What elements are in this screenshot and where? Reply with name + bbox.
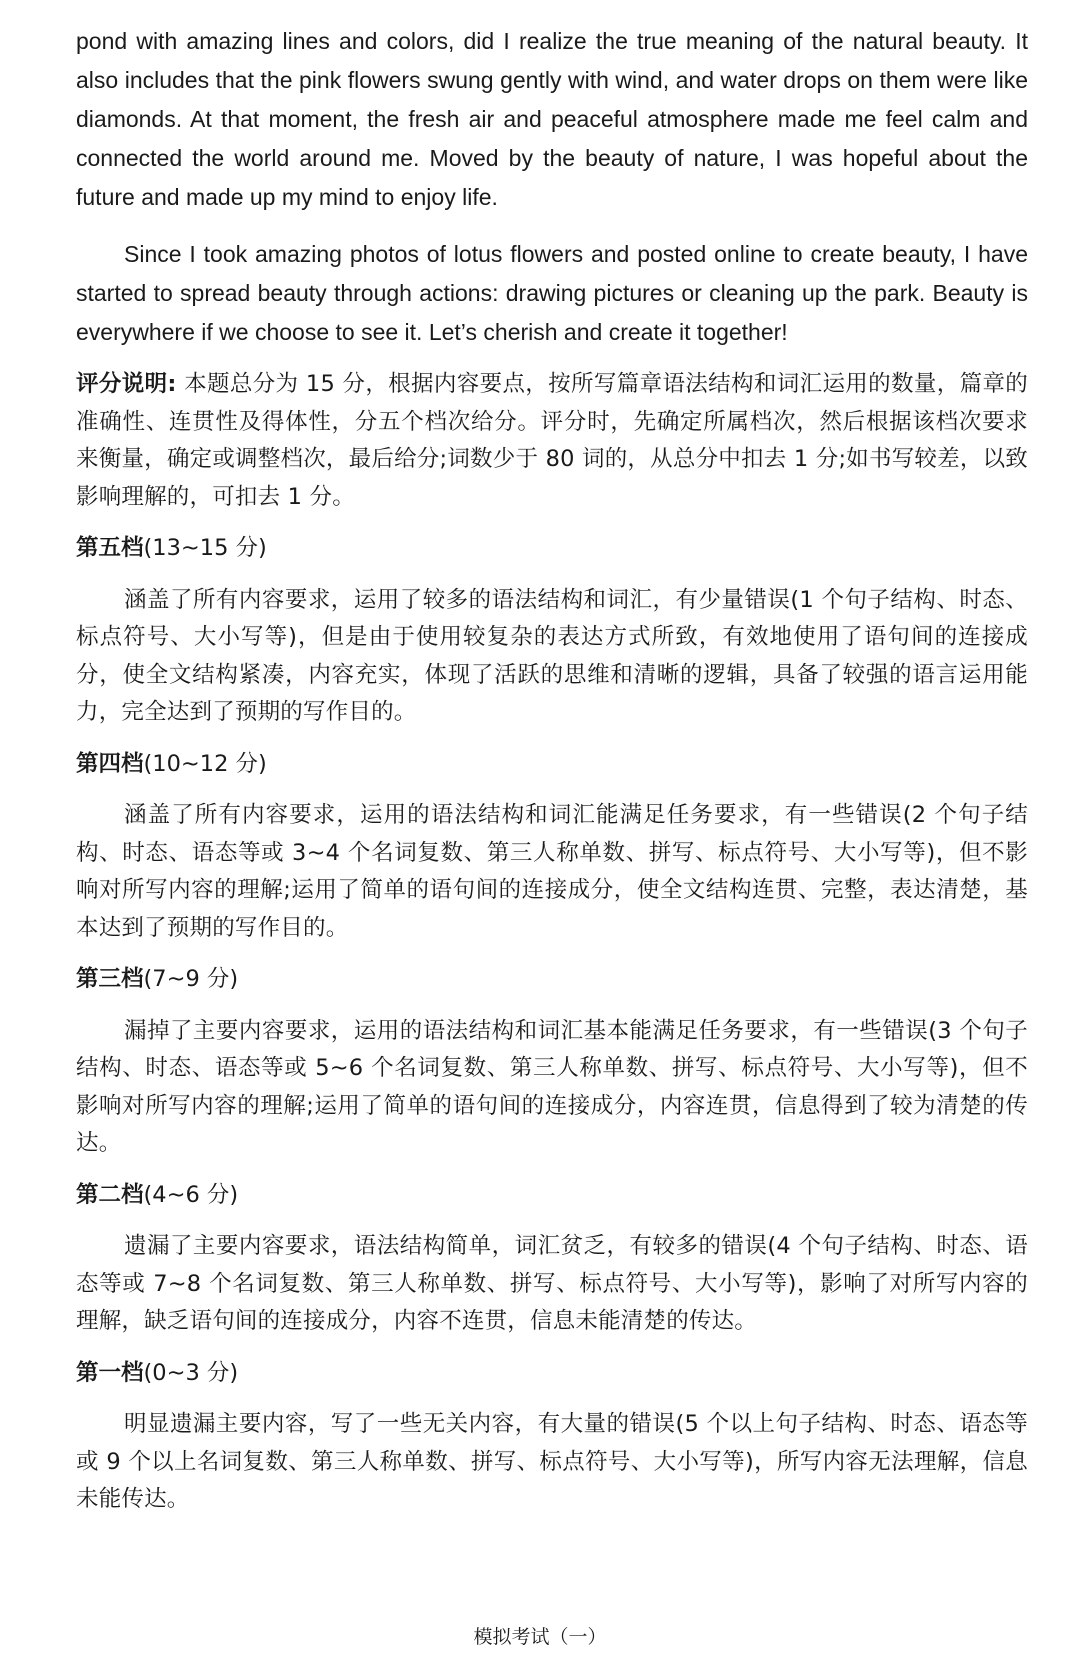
level-2 [76, 1177, 1028, 1341]
scoring-note [76, 366, 1028, 516]
level-title: 第三档 [76, 966, 144, 992]
level-range: (4~6 分) [143, 1181, 239, 1208]
essay-paragraph: Since I took amazing photos of lotus flowers and posted online to create beauty, I have started to spread beauty through actions: drawing pictures or cleaning up the park. Beauty is everywhere if we choose to see it. Let’s cherish and create it together! [76, 241, 1028, 345]
page-footer: 模拟考试（一） [473, 1626, 607, 1648]
level-1 [76, 1355, 1028, 1519]
level-description: 遗漏了主要内容要求，语法结构简单，词汇贫乏，有较多的错误(4 个句子结构、时态、语态等或 7~8 个名词复数、第三人称单数、拼写、标点符号、大小写等)，影响了对所写内容的理解，缺乏语句间的连接成分，内容不连贯，信息未能清楚的传达。 [76, 1233, 1028, 1334]
level-title: 第五档 [76, 535, 144, 561]
level-heading [76, 961, 1028, 999]
level-range: (0~3 分) [143, 1359, 239, 1386]
level-heading [76, 746, 1028, 784]
level-range: (7~9 分) [143, 966, 239, 992]
scoring-note-text: 本题总分为 15 分，根据内容要点，按所写篇章语法结构和词汇运用的数量，篇章的准确性、连贯性及得体性，分五个档次给分。评分时，先确定所属档次，然后根据该档次要求来衡量，确定或调整档次，最后给分;词数少于 80 词的，从总分中扣去 1 分;如书写较差，以致影响理解的，可扣去 1 分。 [76, 371, 1028, 510]
level-title: 第二档 [76, 1181, 144, 1208]
level-heading [76, 1355, 1028, 1393]
level-description: 漏掉了主要内容要求，运用的语法结构和词汇基本能满足任务要求，有一些错误(3 个句子结构、时态、语态等或 5~6 个名词复数、第三人称单数、拼写、标点符号、大小写等)，但不影响对所写内容的理解;运用了简单的语句间的连接成分，内容连贯，信息得到了较为清楚的传达。 [76, 1017, 1028, 1156]
level-3 [76, 961, 1028, 1163]
level-range: (10~12 分) [143, 750, 267, 777]
level-title: 第四档 [76, 750, 144, 777]
level-heading [76, 530, 1028, 568]
level-4 [76, 746, 1028, 948]
level-description: 涵盖了所有内容要求，运用了较多的语法结构和词汇，有少量错误(1 个句子结构、时态、标点符号、大小写等)，但是由于使用较复杂的表达方式所致，有效地使用了语句间的连接成分，使全文结构紧凑，内容充实，体现了活跃的思维和清晰的逻辑，具备了较强的语言运用能力，完全达到了预期的写作目的。 [76, 586, 1028, 725]
scoring-note-label: 评分说明: [76, 371, 177, 397]
level-range: (13~15 分) [143, 535, 267, 561]
level-heading [76, 1177, 1028, 1215]
document-content [76, 22, 1028, 1519]
level-description: 明显遗漏主要内容，写了一些无关内容，有大量的错误(5 个以上句子结构、时态、语态等或 9 个以上名词复数、第三人称单数、拼写、标点符号、大小写等)，所写内容无法理解，信息未能传达。 [76, 1411, 1028, 1512]
essay-paragraph: pond with amazing lines and colors, did I realize the true meaning of the natural beauty. It also includes that the pink flowers swung gently with wind, and water drops on them were like diamonds. At that moment, the fresh air and peaceful atmosphere made me feel calm and connected the world around me. Moved by the beauty of nature, I was hopeful about the future and made up my mind to enjoy life. [76, 28, 1028, 210]
level-title: 第一档 [76, 1359, 144, 1386]
level-description: 涵盖了所有内容要求，运用的语法结构和词汇能满足任务要求，有一些错误(2 个句子结构、时态、语态等或 3~4 个名词复数、第三人称单数、拼写、标点符号、大小写等)，但不影响对所写内容的理解;运用了简单的语句间的连接成分，使全文结构连贯、完整，表达清楚，基本达到了预期的写作目的。 [76, 802, 1028, 941]
level-5 [76, 530, 1028, 732]
